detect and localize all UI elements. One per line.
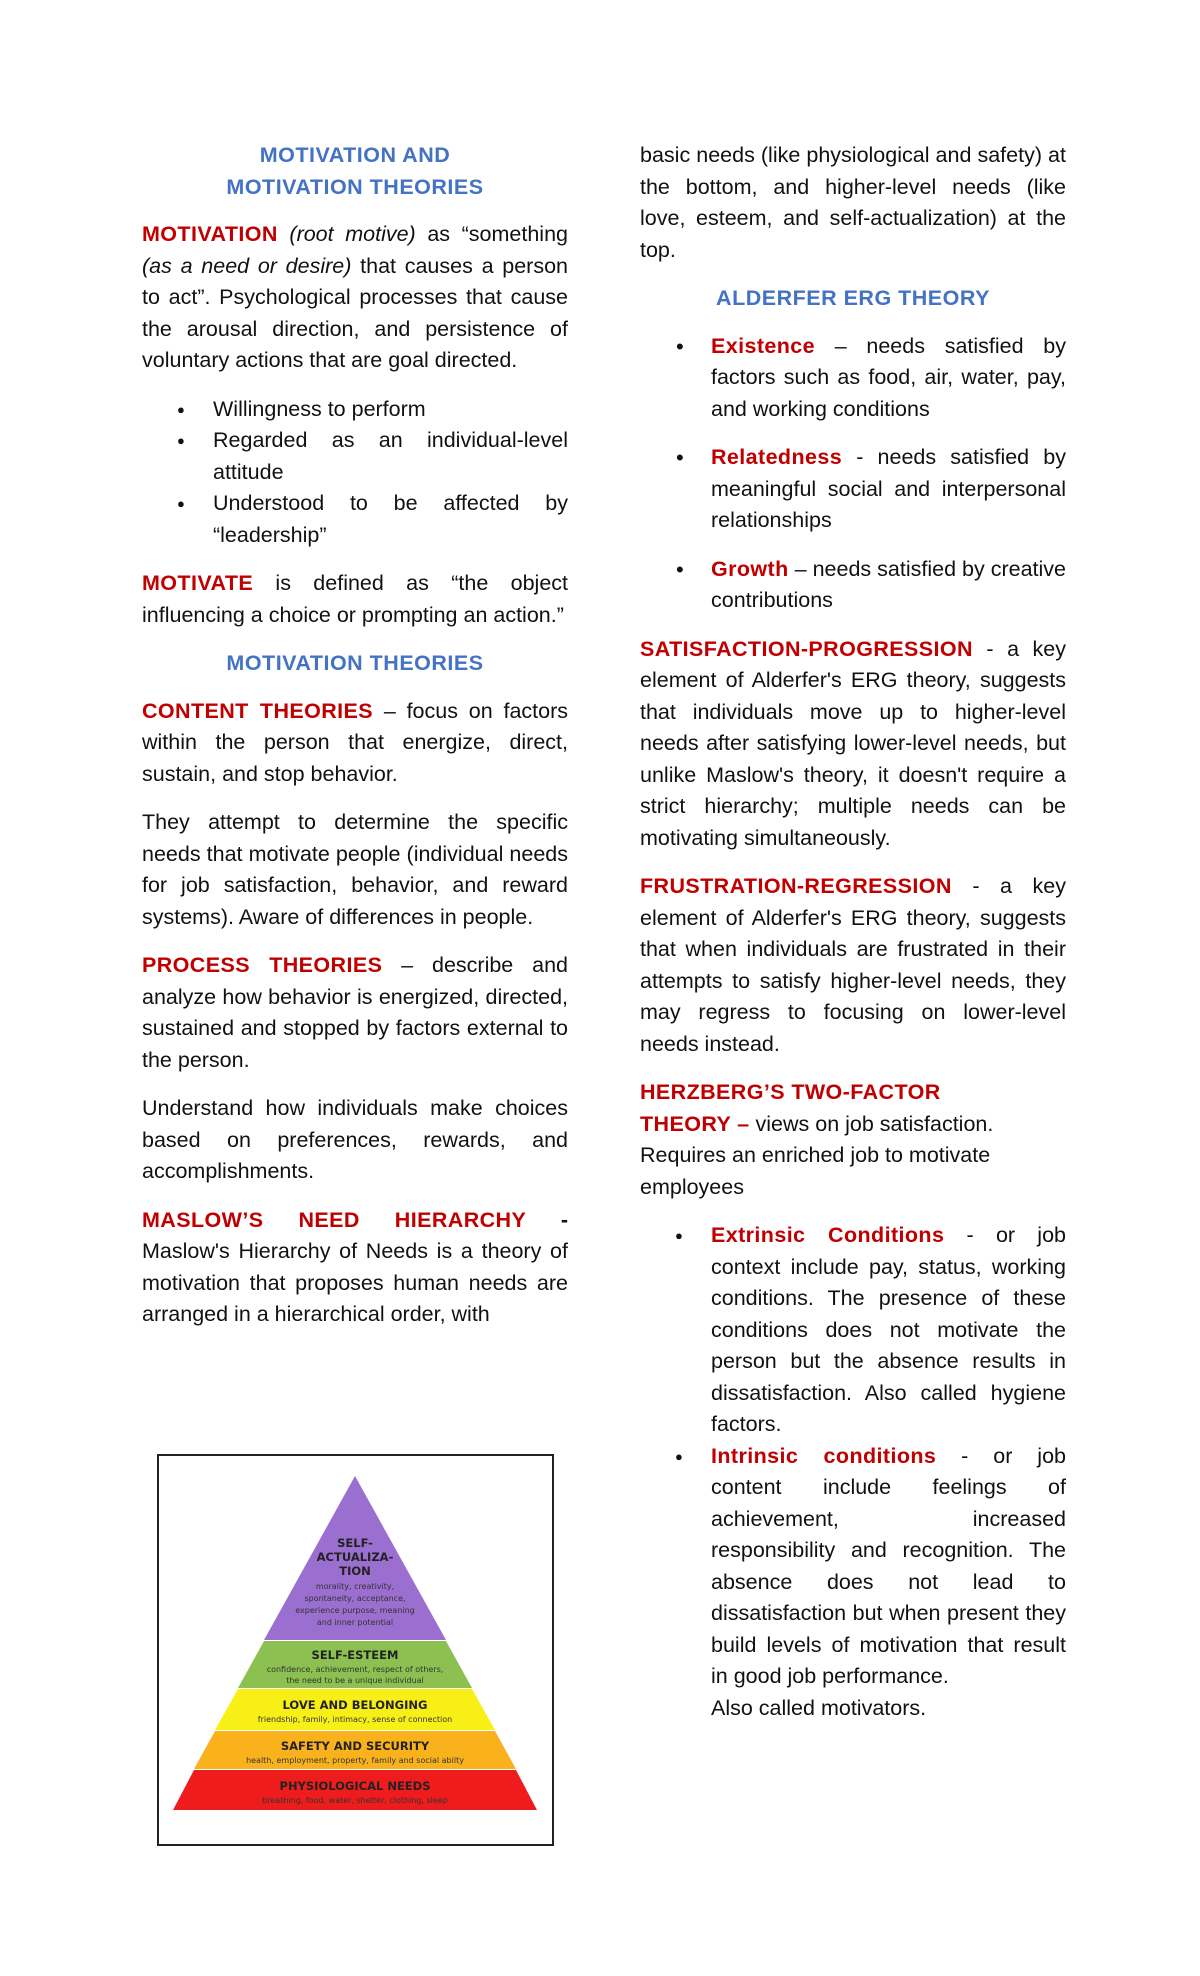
list-item: ● Understood to be affected by “leadership” [142,488,568,551]
self-sub-2: spontaneity, acceptance, [304,1594,406,1603]
maslow-continued: basic needs (like physiological and safety) at the bottom, and higher-level needs (like love, esteem, and self-actualization) at the top. [640,143,1066,262]
herzberg-term-2: THEORY – [640,1111,750,1136]
erg-heading: ALDERFER ERG THEORY [716,286,990,310]
growth-text: – needs satisfied by creative contributions [711,556,1066,612]
list-item [640,331,1066,426]
content-theories-detail: They attempt to determine the specific needs that motivate people (individual needs for job satisfaction, behavior, and reward systems). Aware of differences in people. [142,810,568,929]
motivation-definition [142,219,568,377]
self-sub-1: morality, creativity, [315,1582,395,1591]
herzberg-text-1: views on job satisfaction. [749,1111,994,1136]
phys-sub: breathing, food, water, shelter, clothing, sleep [262,1796,448,1805]
motivate-term: MOTIVATE [142,571,254,595]
process-theories [142,950,568,1076]
content-theories-text: – focus on factors within the person that energize, direct, sustain, and stop behavior. [142,698,568,786]
esteem-title: SELF-ESTEEM [311,1648,399,1662]
maslow-text: Maslow's Hierarchy of Needs is a theory of motivation that proposes human needs are arranged in a hierarchical order, with [142,1239,568,1326]
extrinsic-term: Extrinsic Conditions [711,1223,945,1247]
maslow-hierarchy [142,1205,568,1331]
maslow-pyramid [159,1456,552,1844]
frustration-regression-term: FRUSTRATION-REGRESSION [640,874,952,898]
herzberg-text-2: Requires an enriched job to motivate employees [640,1143,991,1199]
self-title-1: SELF- [337,1536,373,1550]
self-sub-4: and inner potential [316,1618,394,1627]
title-line-1: MOTIVATION AND [259,143,451,167]
right-column [640,140,1066,1741]
process-theories-text: – describe and analyze how behavior is energized, directed, sustained and stopped by factors external to the person. [142,953,568,1072]
motivation-as-text: as “something [415,222,569,246]
list-item: ● Willingness to perform [142,394,568,426]
safety-title: SAFETY AND SECURITY [280,1739,430,1753]
satisfaction-progression-text: - a key element of Alderfer's ERG theory, suggests that individuals move up to higher-level needs after satisfying lower-level needs, but unlike Maslow's theory, it doesn't require a strict hierarchy; multiple needs can be motivating simultaneously. [640,636,1066,850]
title-line-2: MOTIVATION THEORIES [226,174,484,199]
self-title-2: ACTUALIZA- [316,1550,394,1564]
existence-term: Existence [711,333,815,358]
extrinsic-text: - or job context include pay, status, working conditions. The presence of these conditions does not motivate the person but the absence results in dissatisfaction. Also called hygiene factors. [711,1223,1066,1436]
esteem-sub-2: the need to be a unique individual [286,1676,424,1685]
left-column [142,140,568,1348]
safety-sub: health, employment, property, family and social abilty [246,1756,464,1765]
list-item [640,554,1066,617]
intrinsic-text: - or job content include feelings of achievement, increased responsibility and recognition. The absence does not lead to dissatisfaction but when present they build levels of motivation that result in good job performance. [711,1443,1066,1688]
content-theories [142,696,568,791]
esteem-sub-1: confidence, achievement, respect of others, [266,1665,444,1674]
motivation-bullets [142,394,568,552]
herzberg-list [640,1220,1066,1724]
motivation-definition-text: that causes a person to act”. Psychological processes that cause the arousal direction, and persistence of voluntary actions that are goal directed. [142,253,568,372]
love-sub: friendship, family, intimacy, sense of connection [257,1715,453,1724]
relatedness-term: Relatedness [711,445,843,469]
relatedness-text: - needs satisfied by meaningful social and interpersonal relationships [711,445,1066,532]
frustration-regression-text: - a key element of Alderfer's ERG theory, suggests that when individuals are frustrated in their attempts to satisfy higher-level needs, they may regress to focusing on lower-level needs instead. [640,874,1066,1056]
existence-text: – needs satisfied by factors such as food, air, water, pay, and working conditions [711,333,1066,421]
list-item [640,442,1066,537]
intrinsic-last: Also called motivators. [711,1695,927,1720]
maslow-dash: - [526,1207,568,1232]
phys-title: PHYSIOLOGICAL NEEDS [279,1779,431,1793]
self-sub-3: experience purpose, meaning [295,1606,415,1615]
motivate-definition-text: is defined as “the object influencing a choice or prompting an action.” [142,571,568,627]
satisfaction-progression [640,634,1066,855]
process-theories-detail: Understand how individuals make choices based on preferences, rewards, and accomplishments. [142,1096,568,1183]
motivation-theories-heading: MOTIVATION THEORIES [226,651,484,675]
satisfaction-progression-term: SATISFACTION-PROGRESSION [640,636,973,661]
herzberg-theory [640,1077,1066,1203]
root-motive-text: (root motive) [289,222,416,246]
love-title: LOVE AND BELONGING [282,1698,428,1712]
motivation-term: MOTIVATION [142,222,278,246]
motivate-definition [142,568,568,631]
herzberg-term-1: HERZBERG’S TWO-FACTOR [640,1080,941,1104]
document-title [142,140,568,203]
frustration-regression [640,871,1066,1060]
list-item [640,1220,1066,1441]
self-title-3: TION [339,1564,371,1578]
need-desire-text: (as a need or desire) [142,253,352,278]
maslow-pyramid-figure [157,1454,554,1846]
intrinsic-term: Intrinsic conditions [711,1443,937,1468]
process-theories-term: PROCESS THEORIES [142,953,383,977]
maslow-term: MASLOW’S NEED HIERARCHY [142,1207,527,1232]
growth-term: Growth [711,556,789,581]
list-item: ● Regarded as an individual-level attitude [142,425,568,488]
erg-list [640,331,1066,617]
list-item [640,1441,1066,1725]
content-theories-term: CONTENT THEORIES [142,698,374,723]
